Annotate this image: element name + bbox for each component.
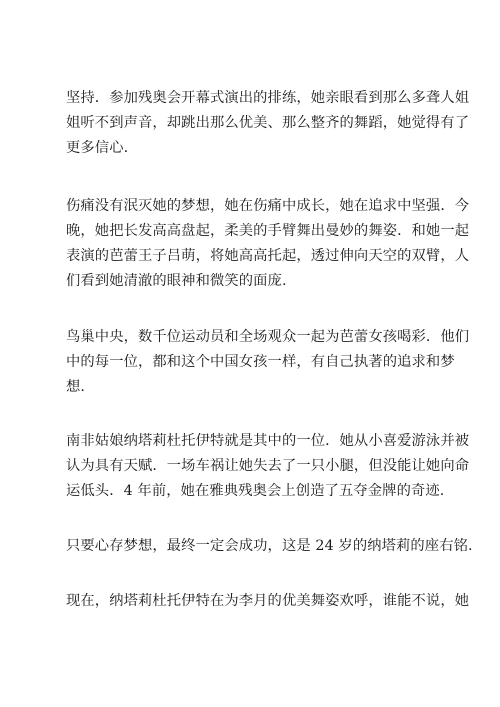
text-line: 伤痛没有泯灭她的梦想，她在伤痛中成长，她在追求中坚强．今 xyxy=(66,198,470,214)
text-line: 更多信心. xyxy=(66,140,129,156)
paragraph-1 xyxy=(66,86,470,161)
text-line: 运低头．4 年前，她在雅典残奥会上创造了五夺金牌的奇迹. xyxy=(66,483,445,499)
paragraph-5 xyxy=(66,534,473,559)
text-line: 坚持．参加残奥会开幕式演出的排练，她亲眼看到那么多聋人姐 xyxy=(66,90,470,106)
text-line: 南非姑娘纳塔莉杜托伊特就是其中的一位．她从小喜爱游泳并被 xyxy=(66,433,470,449)
text-line: 姐听不到声音，却跳出那么优美、那么整齐的舞蹈，她觉得有了 xyxy=(66,115,470,131)
paragraph-2 xyxy=(66,194,470,294)
text-line: 表演的芭蕾王子吕萌，将她高高托起，透过伸向天空的双臂，人 xyxy=(66,248,470,264)
text-line: 只要心存梦想，最终一定会成功，这是 24 岁的纳塔莉的座右铭. xyxy=(66,538,473,554)
text-line: 现在，纳塔莉杜托伊特在为李月的优美舞姿欢呼，谁能不说，她 xyxy=(66,593,470,609)
text-line: 们看到她清澈的眼神和微笑的面庞. xyxy=(66,273,287,289)
paragraph-3 xyxy=(66,325,470,400)
text-line: 鸟巢中央，数千位运动员和全场观众一起为芭蕾女孩喝彩．他们 xyxy=(66,329,470,345)
paragraph-4 xyxy=(66,429,470,504)
text-line: 认为具有天赋．一场车祸让她失去了一只小腿，但没能让她向命 xyxy=(66,458,470,474)
paragraph-6 xyxy=(66,589,470,614)
text-line: 想. xyxy=(66,379,86,395)
text-line: 中的每一位，都和这个中国女孩一样，有自己执著的追求和梦 xyxy=(66,354,455,370)
text-line: 晚，她把长发高高盘起，柔美的手臂舞出曼妙的舞姿．和她一起 xyxy=(66,223,470,239)
